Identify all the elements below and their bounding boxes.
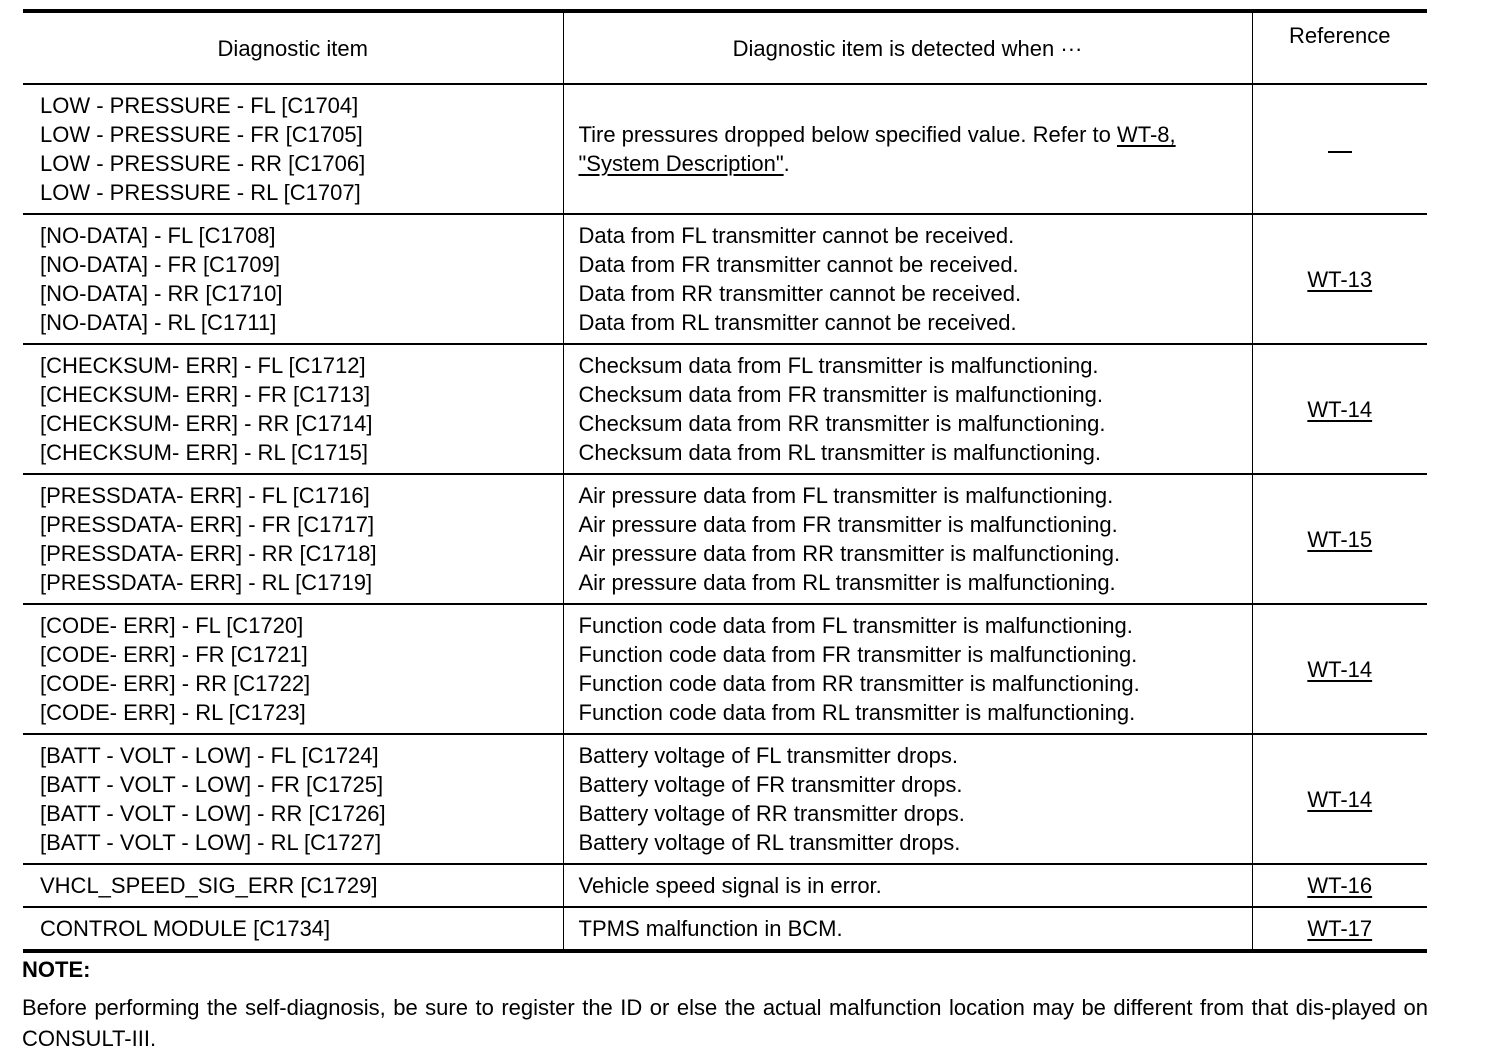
diagnostic-item: [CHECKSUM- ERR] - RR [C1714] — [40, 411, 373, 436]
diagnostic-item: [BATT - VOLT - LOW] - FR [C1725] — [40, 772, 384, 797]
reference-link[interactable]: WT-14 — [1307, 396, 1373, 422]
table-header-row — [23, 11, 1427, 84]
diagnostic-item: [CODE- ERR] - FL [C1720] — [40, 613, 304, 638]
diagnostic-item: [CHECKSUM- ERR] - RL [C1715] — [40, 440, 369, 465]
detection-condition: Data from RR transmitter cannot be received. — [578, 281, 1022, 306]
diagnostic-item-cell — [23, 84, 563, 214]
detection-condition: Air pressure data from RR transmitter is malfunctioning. — [578, 541, 1121, 566]
reference-link[interactable]: WT-14 — [1307, 786, 1373, 812]
detection-condition: Function code data from RL transmitter is malfunctioning. — [578, 700, 1136, 725]
diagnostic-item: [CHECKSUM- ERR] - FL [C1712] — [40, 353, 366, 378]
table-row — [23, 344, 1427, 474]
reference-cell — [1252, 734, 1427, 864]
table-row — [23, 84, 1427, 214]
detection-condition: Data from FL transmitter cannot be received. — [578, 223, 1015, 248]
detection-condition-cell — [563, 864, 1252, 907]
detection-condition-cell — [563, 907, 1252, 951]
detection-condition: TPMS malfunction in BCM. — [578, 916, 843, 941]
detection-condition: Vehicle speed signal is in error. — [578, 873, 882, 898]
diagnostic-item: [NO-DATA] - RL [C1711] — [40, 310, 277, 335]
detection-condition — [579, 149, 1252, 178]
diagnostic-item: [PRESSDATA- ERR] - RR [C1718] — [40, 541, 377, 566]
table-row — [23, 907, 1427, 951]
detection-condition-cell — [563, 604, 1252, 734]
diagnostic-item: [BATT - VOLT - LOW] - RL [C1727] — [40, 830, 382, 855]
diagnostic-item: [CODE- ERR] - RR [C1722] — [40, 671, 311, 696]
reference-cell — [1252, 604, 1427, 734]
table-row — [23, 604, 1427, 734]
reference-link[interactable]: WT-16 — [1307, 873, 1373, 898]
detection-condition: Battery voltage of FL transmitter drops. — [578, 743, 958, 768]
detection-condition: Air pressure data from RL transmitter is malfunctioning. — [578, 570, 1116, 595]
diagnostic-item: [CODE- ERR] - RL [C1723] — [40, 700, 306, 725]
diagnostic-item: [NO-DATA] - RR [C1710] — [40, 281, 283, 306]
detection-condition: Checksum data from FR transmitter is malfunctioning. — [578, 382, 1104, 407]
header-reference: Reference — [1252, 11, 1427, 84]
detection-condition-cell — [563, 214, 1252, 344]
header-detected-when: Diagnostic item is detected when ··· — [563, 11, 1252, 84]
reference-cell — [1252, 864, 1427, 907]
detection-condition: Data from FR transmitter cannot be received. — [578, 252, 1019, 277]
diagnostic-item: LOW - PRESSURE - RR [C1706] — [40, 151, 366, 176]
diagnostic-item-cell — [23, 907, 563, 951]
detection-condition: Air pressure data from FR transmitter is malfunctioning. — [578, 512, 1118, 537]
reference-cell — [1252, 344, 1427, 474]
detection-condition: Function code data from RR transmitter is malfunctioning. — [578, 671, 1140, 696]
detection-condition: Air pressure data from FL transmitter is malfunctioning. — [578, 483, 1114, 508]
condition-text: . — [783, 151, 790, 176]
detection-condition: Function code data from FR transmitter is malfunctioning. — [578, 642, 1138, 667]
diagnostic-item: [PRESSDATA- ERR] - FR [C1717] — [40, 512, 375, 537]
diagnostic-item-cell — [23, 214, 563, 344]
diagnostic-item: [PRESSDATA- ERR] - FL [C1716] — [40, 483, 370, 508]
reference-link[interactable]: WT-17 — [1307, 916, 1373, 941]
wt-8-link[interactable]: WT-8, — [1116, 122, 1176, 147]
table-row — [23, 474, 1427, 604]
reference-cell — [1252, 907, 1427, 951]
table-row — [23, 214, 1427, 344]
diagnostic-item: [NO-DATA] - FL [C1708] — [40, 223, 276, 248]
diagnostic-item: [BATT - VOLT - LOW] - RR [C1726] — [40, 801, 386, 826]
detection-condition: Battery voltage of RR transmitter drops. — [578, 801, 965, 826]
no-reference-dash — [1328, 151, 1352, 153]
reference-link[interactable]: WT-15 — [1307, 526, 1373, 552]
diagnostic-item-cell — [23, 344, 563, 474]
diagnostic-item: [CHECKSUM- ERR] - FR [C1713] — [40, 382, 371, 407]
diagnostic-item: VHCL_SPEED_SIG_ERR [C1729] — [40, 873, 378, 898]
reference-link[interactable]: WT-14 — [1307, 656, 1373, 682]
diagnostic-item: LOW - PRESSURE - FR [C1705] — [40, 122, 363, 147]
detection-condition-cell — [563, 344, 1252, 474]
reference-link[interactable]: WT-13 — [1307, 266, 1373, 292]
table-row — [23, 734, 1427, 864]
diagnostic-table — [23, 9, 1427, 953]
diagnostic-item: [BATT - VOLT - LOW] - FL [C1724] — [40, 743, 379, 768]
diagnostic-item: [NO-DATA] - FR [C1709] — [40, 252, 281, 277]
table-row — [23, 864, 1427, 907]
reference-cell — [1252, 214, 1427, 344]
detection-condition: Battery voltage of RL transmitter drops. — [578, 830, 961, 855]
detection-condition: Checksum data from RR transmitter is malfunctioning. — [578, 411, 1106, 436]
detection-condition-cell — [563, 734, 1252, 864]
detection-condition — [579, 120, 1252, 149]
detection-condition-cell — [563, 84, 1252, 214]
detection-condition: Checksum data from RL transmitter is malfunctioning. — [578, 440, 1101, 465]
note-text: Before performing the self-diagnosis, be sure to register the ID or else the actual malfunction location may be different from that dis-played on CONSULT-III. — [22, 995, 1428, 1051]
diagnostic-item: CONTROL MODULE [C1734] — [40, 916, 331, 941]
diagnostic-item-cell — [23, 604, 563, 734]
diagnostic-item-cell — [23, 734, 563, 864]
detection-condition: Checksum data from FL transmitter is malfunctioning. — [578, 353, 1099, 378]
system-description-link[interactable]: "System Description" — [578, 151, 784, 176]
diagnostic-item-cell — [23, 864, 563, 907]
diagnostic-item: [CODE- ERR] - FR [C1721] — [40, 642, 308, 667]
diagnostic-item: [PRESSDATA- ERR] - RL [C1719] — [40, 570, 373, 595]
note-label: NOTE: — [22, 957, 91, 982]
reference-cell — [1252, 474, 1427, 604]
condition-text: Tire pressures dropped below specified value. Refer to — [578, 122, 1117, 147]
detection-condition: Function code data from FL transmitter is malfunctioning. — [578, 613, 1133, 638]
header-diagnostic-item: Diagnostic item — [23, 11, 563, 84]
detection-condition-cell — [563, 474, 1252, 604]
diagnostic-item-cell — [23, 474, 563, 604]
reference-cell — [1252, 84, 1427, 214]
diagnostic-item: LOW - PRESSURE - FL [C1704] — [40, 93, 359, 118]
diagnostic-item: LOW - PRESSURE - RL [C1707] — [40, 180, 361, 205]
detection-condition: Battery voltage of FR transmitter drops. — [578, 772, 963, 797]
detection-condition: Data from RL transmitter cannot be received. — [578, 310, 1017, 335]
